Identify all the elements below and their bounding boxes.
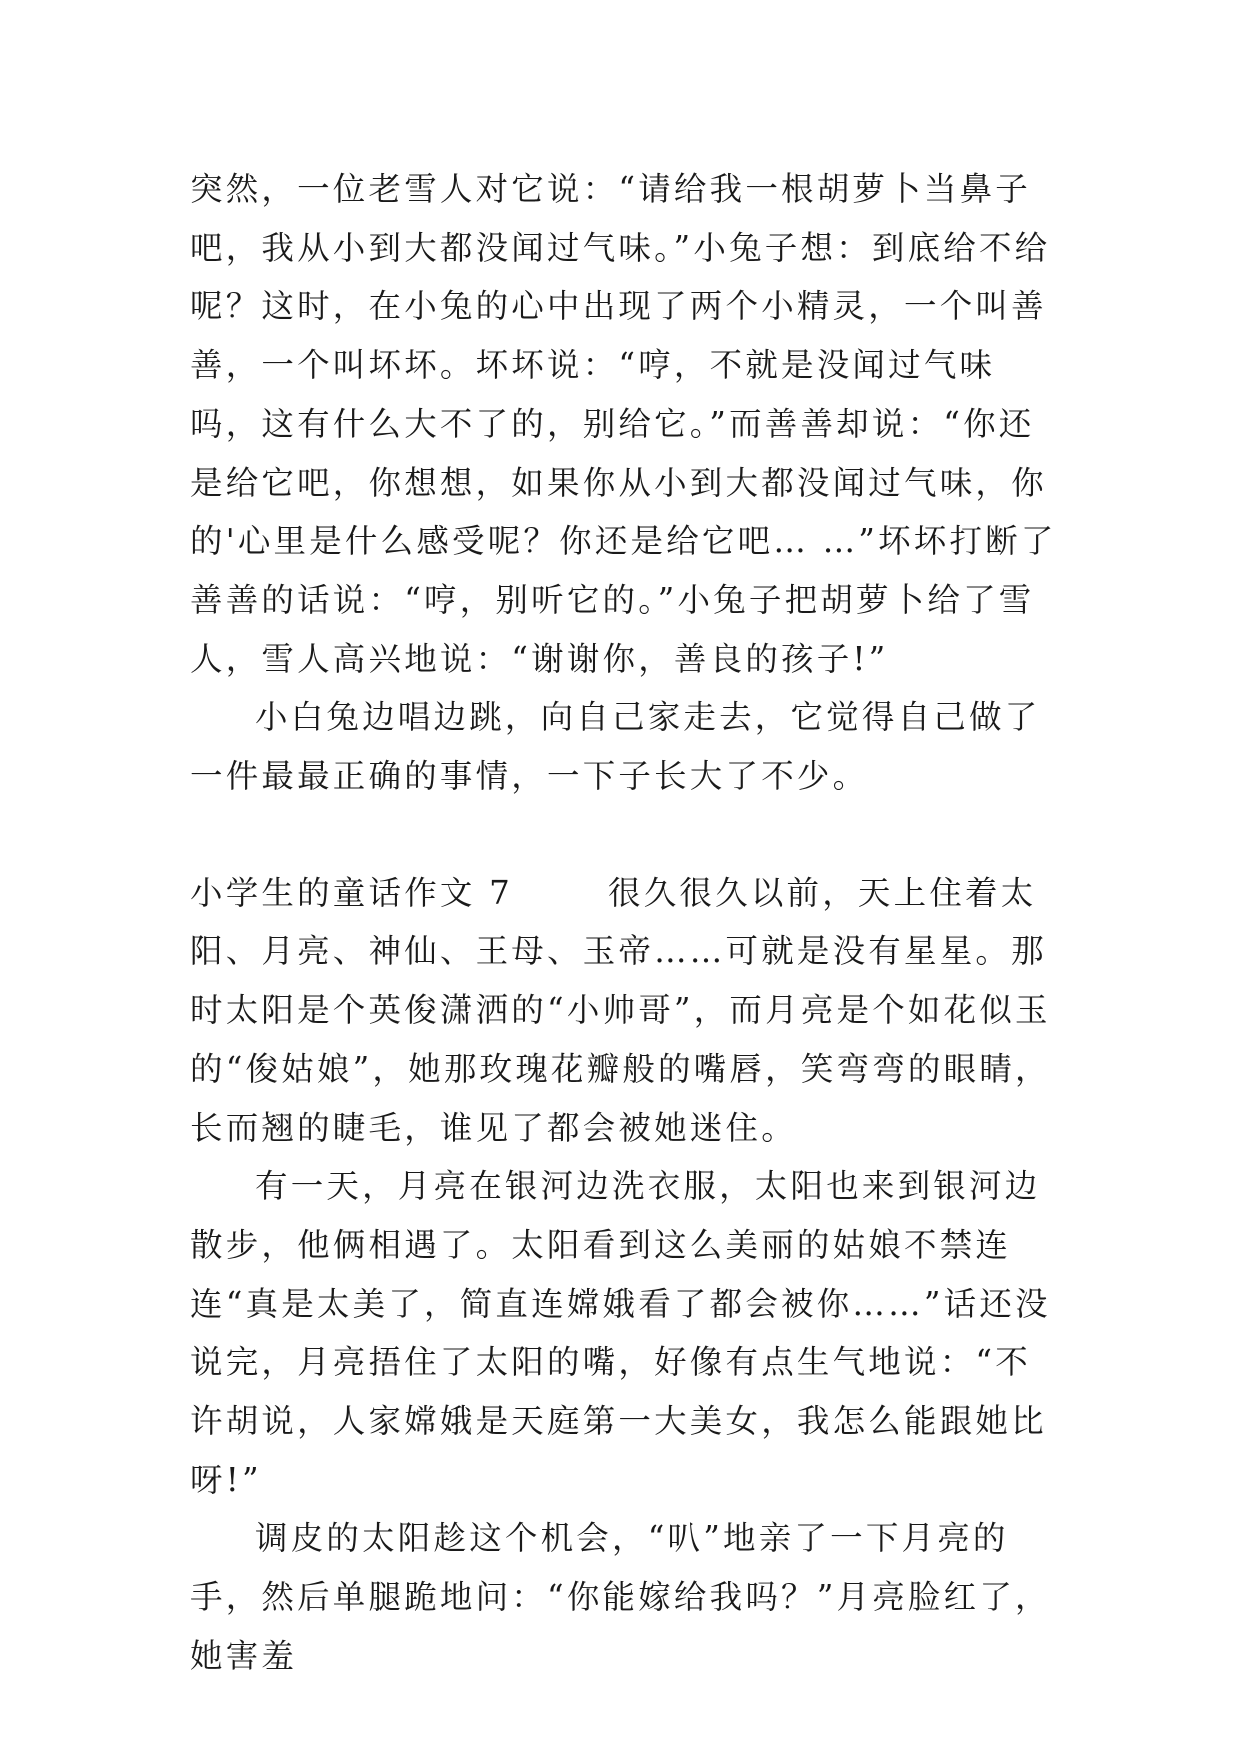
paragraph-sun-proposes: 调皮的太阳趁这个机会，“叭”地亲了一下月亮的手，然后单腿跪地问：“你能嫁给我吗？”月亮脸红了，她害羞 <box>190 1519 1051 1675</box>
paragraph-rabbit-happy: 小白兔边唱边跳，向自己家走去，它觉得自己做了一件最最正确的事情，一下子长大了不少。 <box>190 698 1041 796</box>
section-intro-paragraph <box>190 864 1060 1158</box>
section-title: 小学生的童话作文 7 <box>190 873 514 912</box>
paragraph-sun-meets-moon: 有一天，月亮在银河边洗衣服，太阳也来到银河边散步，他俩相遇了。太阳看到这么美丽的姑娘不禁连连“真是太美了，简直连嫦娥看了都会被你……”话还没说完，月亮捂住了太阳的嘴，好像有点生气地说：“不许胡说，人家嫦娥是天庭第一大美女，我怎么能跟她比呀!” <box>190 1167 1051 1499</box>
paragraph-snowman-story: 突然，一位老雪人对它说：“请给我一根胡萝卜当鼻子吧，我从小到大都没闻过气味。”小兔子想：到底给不给呢？这时，在小兔的心中出现了两个小精灵，一个叫善善，一个叫坏坏。坏坏说：“哼，不就是没闻过气味吗，这有什么大不了的，别给它。”而善善却说：“你还是给它吧，你想想，如果你从小到大都没闻过气味，你的'心里是什么感受呢？你还是给它吧… …”坏坏打断了善善的话说：“哼，别听它的。”小兔子把胡萝卜给了雪人，雪人高兴地说：“谢谢你，善良的孩子!” <box>190 170 1057 678</box>
document-page <box>190 160 1060 1686</box>
section-first-paragraph: 很久很久以前，天上住着太阳、月亮、神仙、王母、玉帝……可就是没有星星。那时太阳是个英俊潇洒的“小帅哥”，而月亮是个如花似玉的“俊姑娘”，她那玫瑰花瓣般的嘴唇，笑弯弯的眼睛，长而翘的睫毛，谁见了都会被她迷住。 <box>190 873 1051 1147</box>
section-spacer <box>190 806 1060 864</box>
